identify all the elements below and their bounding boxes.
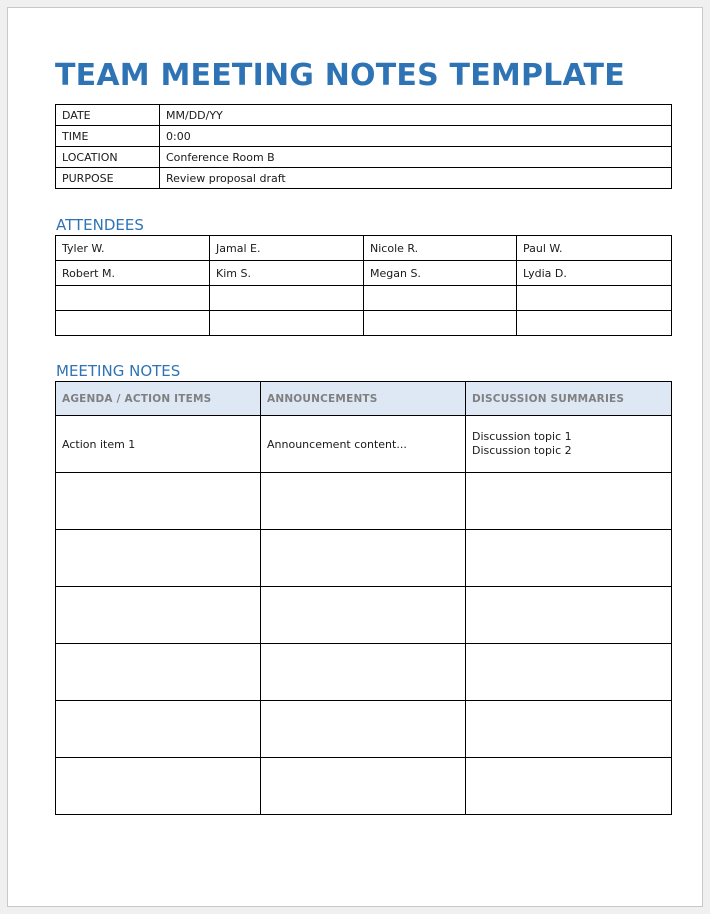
attendee-cell[interactable] [210,311,364,336]
attendee-cell[interactable]: Paul W. [517,236,672,261]
page-title: TEAM MEETING NOTES TEMPLATE [55,58,625,93]
attendees-row [56,236,672,261]
attendee-cell[interactable] [210,286,364,311]
discussion-cell[interactable] [466,473,672,530]
discussion-topic: Discussion topic 2 [472,444,572,457]
info-label: PURPOSE [56,168,160,189]
notes-row [56,473,672,530]
attendee-cell[interactable]: Megan S. [364,261,517,286]
attendees-row [56,261,672,286]
discussion-cell[interactable] [466,758,672,815]
notes-row [56,416,672,473]
agenda-cell[interactable] [56,701,261,758]
announcement-cell[interactable] [261,530,466,587]
info-label: TIME [56,126,160,147]
document-page [7,7,703,907]
discussion-cell[interactable] [466,644,672,701]
info-row-time [56,126,672,147]
agenda-cell[interactable] [56,758,261,815]
info-value-time[interactable]: 0:00 [160,126,672,147]
announcement-cell[interactable]: Announcement content... [261,416,466,473]
info-label: DATE [56,105,160,126]
attendees-table [55,235,672,336]
info-row-purpose [56,168,672,189]
column-header-agenda: AGENDA / ACTION ITEMS [56,382,261,416]
info-label: LOCATION [56,147,160,168]
attendee-cell[interactable]: Tyler W. [56,236,210,261]
attendee-cell[interactable] [364,286,517,311]
attendee-cell[interactable] [56,286,210,311]
announcement-cell[interactable] [261,587,466,644]
notes-row [56,587,672,644]
info-value-purpose[interactable]: Review proposal draft [160,168,672,189]
attendee-cell[interactable]: Robert M. [56,261,210,286]
agenda-cell[interactable] [56,587,261,644]
notes-header-row [56,382,672,416]
discussion-cell[interactable] [466,701,672,758]
attendees-row [56,311,672,336]
announcement-cell[interactable] [261,473,466,530]
attendee-cell[interactable]: Kim S. [210,261,364,286]
agenda-cell[interactable] [56,644,261,701]
attendee-cell[interactable]: Lydia D. [517,261,672,286]
attendee-cell[interactable] [517,286,672,311]
agenda-cell[interactable]: Action item 1 [56,416,261,473]
info-row-location [56,147,672,168]
notes-row [56,644,672,701]
discussion-cell[interactable] [466,530,672,587]
meeting-info-table [55,104,672,189]
notes-row [56,701,672,758]
attendees-row [56,286,672,311]
attendee-cell[interactable] [364,311,517,336]
column-header-announcements: ANNOUNCEMENTS [261,382,466,416]
info-row-date [56,105,672,126]
discussion-cell[interactable] [466,587,672,644]
attendee-cell[interactable] [56,311,210,336]
agenda-cell[interactable] [56,530,261,587]
attendee-cell[interactable] [517,311,672,336]
discussion-topic: Discussion topic 1 [472,430,572,443]
agenda-cell[interactable] [56,473,261,530]
column-header-discussion: DISCUSSION SUMMARIES [466,382,672,416]
notes-row [56,530,672,587]
meeting-notes-table [55,381,672,815]
discussion-cell[interactable] [466,416,672,473]
info-value-location[interactable]: Conference Room B [160,147,672,168]
info-value-date[interactable]: MM/DD/YY [160,105,672,126]
attendee-cell[interactable]: Jamal E. [210,236,364,261]
attendee-cell[interactable]: Nicole R. [364,236,517,261]
announcement-cell[interactable] [261,701,466,758]
meeting-notes-heading: MEETING NOTES [56,362,181,380]
announcement-cell[interactable] [261,644,466,701]
announcement-cell[interactable] [261,758,466,815]
notes-row [56,758,672,815]
attendees-heading: ATTENDEES [56,216,144,234]
